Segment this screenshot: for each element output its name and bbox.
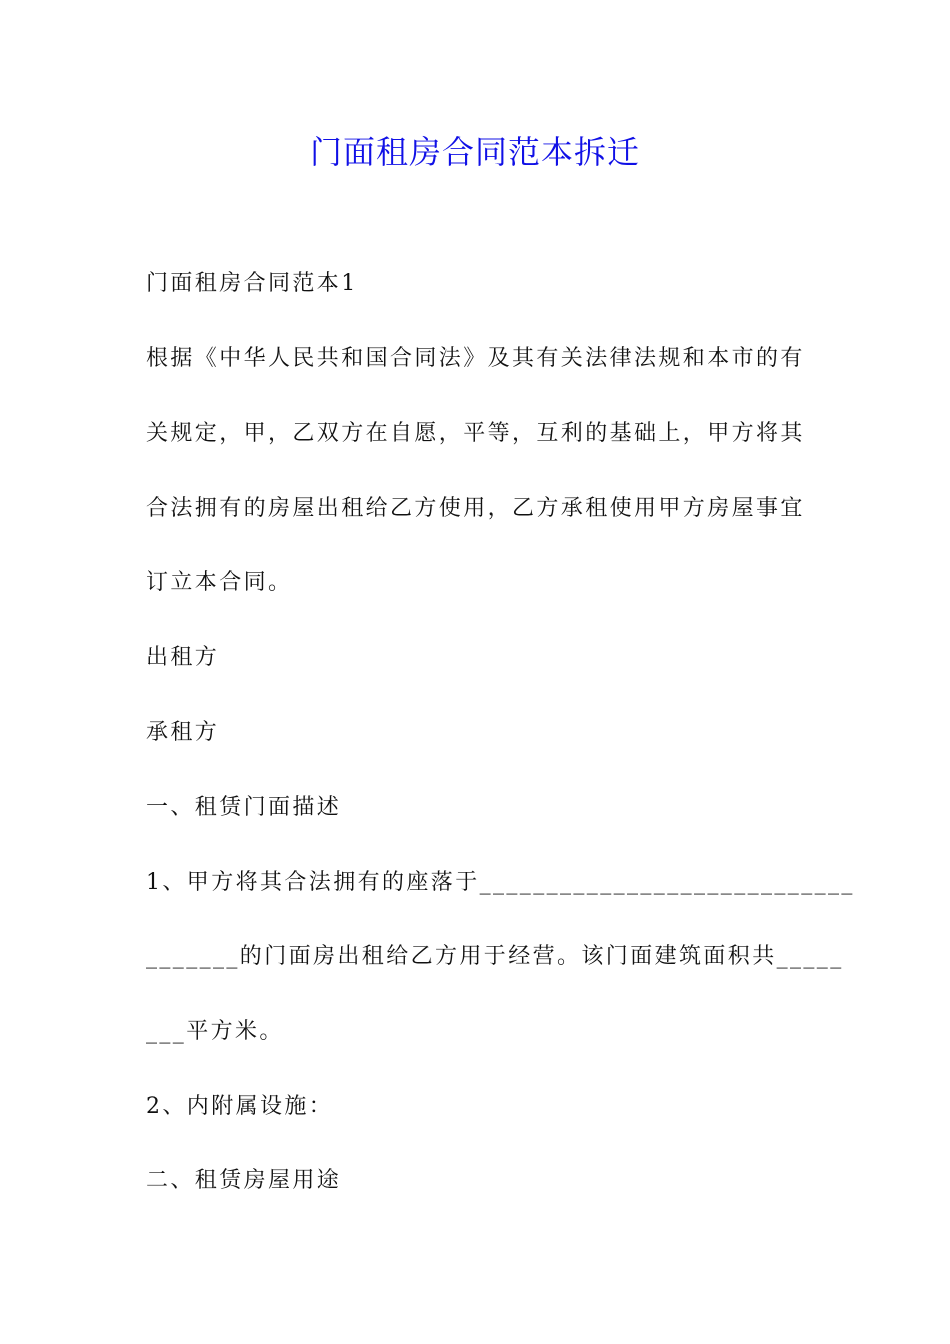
section-heading-1: 一、租赁门面描述 (146, 795, 342, 820)
document-title: 门面租房合同范本拆迁 (309, 133, 640, 171)
body-paragraph-line: 订立本合同。 (146, 570, 293, 595)
clause-line: 1、甲方将其合法拥有的座落于____________________________ (146, 870, 855, 895)
section-heading-contract-1: 门面租房合同范本1 (146, 271, 358, 296)
body-paragraph-line: 合法拥有的房屋出租给乙方使用，乙方承租使用甲方房屋事宜 (146, 496, 805, 521)
lessor-label: 出租方 (146, 645, 220, 670)
body-paragraph-line: 根据《中华人民共和国合同法》及其有关法律法规和本市的有 (146, 346, 805, 371)
lessee-label: 承租方 (146, 720, 220, 745)
clause-line: _______的门面房出租给乙方用于经营。该门面建筑面积共_____ (146, 944, 844, 969)
clause-line: ___平方米。 (146, 1019, 284, 1044)
clause-line: 2、内附属设施： (146, 1094, 334, 1119)
body-paragraph-line: 关规定，甲，乙双方在自愿，平等，互利的基础上，甲方将其 (146, 421, 805, 446)
section-heading-2: 二、租赁房屋用途 (146, 1168, 342, 1193)
